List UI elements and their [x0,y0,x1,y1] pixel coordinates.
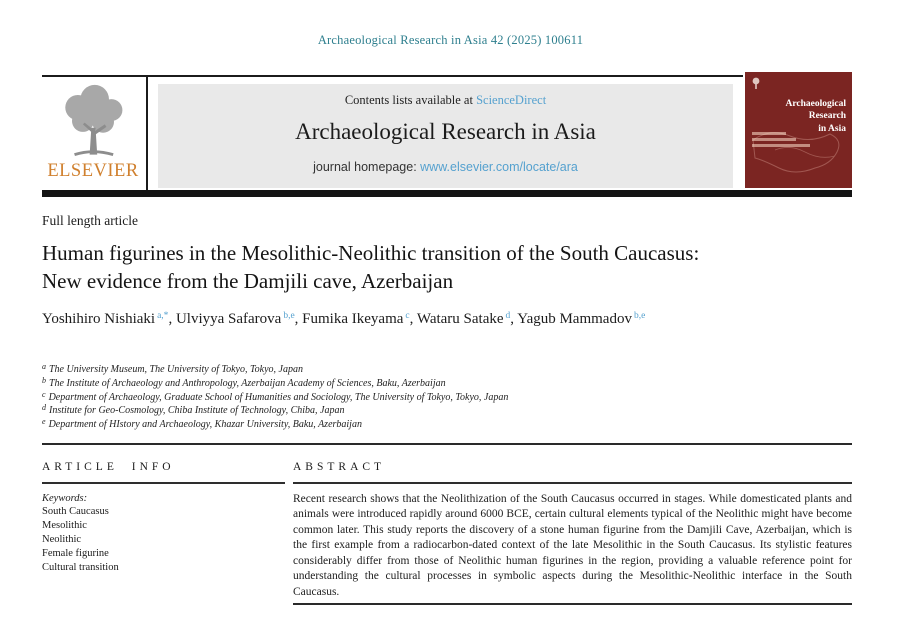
author-name: Yoshihiro Nishiaki [42,311,156,327]
author-sup: d [505,311,511,321]
author-separator: , [409,311,417,327]
affiliation-text: Institute for Geo-Cosmology, Chiba Institute of Technology, Chiba, Japan [49,405,345,417]
cover-editor-line [752,138,796,141]
homepage-link[interactable]: www.elsevier.com/locate/ara [420,160,578,174]
affiliation-sup: c [42,389,46,399]
sciencedirect-link[interactable]: ScienceDirect [476,93,547,107]
affiliation-sup: d [42,403,46,413]
journal-banner [158,84,733,188]
elsevier-wordmark: ELSEVIER [47,161,139,181]
elsevier-tree-icon [42,82,144,160]
keywords-block [42,492,285,575]
keyword-item: Female figurine [42,547,109,559]
homepage-line [158,160,733,174]
author-sup: a,* [157,311,169,321]
elsevier-mini-mark-icon [751,76,761,88]
author [302,311,417,327]
keyword-item: Neolithic [42,534,82,546]
elsevier-logo [42,80,144,190]
abstract-text: Recent research shows that the Neolithization of the South Caucasus occurred in stages. While domesticated plants and animals were introduced rapidly around 6000 BCE, certain cultural elements typical of the Neolithic might have become common later. This study reports the discovery of a stone human figurine from the Damjili Cave, Azerbaijan, which is the first example from a radiocarbon-dated context of the late Mesolithic in the South Caucasus. Its stylistic features considerably differ from those of Neolithic human figurines in the region, providing a valuable reference point for understanding the cultural processes in symbolic aspects during the Mesolithic-Neolithic interface in the South Caucasus. [293,492,852,598]
affiliation-text: The University Museum, The University of Tokyo, Tokyo, Japan [49,364,303,375]
author [517,311,645,327]
author-separator: , [168,311,176,327]
cover-title-line1: Archaeological Research [785,99,846,122]
cover-editor-line [752,132,786,135]
authors-line [42,308,687,331]
author-sup: b,e [633,311,646,321]
contents-line-prefix: Contents lists available at [344,93,477,107]
author-separator: , [294,311,303,327]
abstract-rule [293,482,852,484]
abstract-heading: ABSTRACT [293,461,386,473]
section-divider-rule [42,443,852,445]
affiliations [42,363,802,432]
contents-line [158,93,733,108]
affiliation-sup: e [42,417,46,427]
article-info-rule [42,482,285,484]
cover-title-line2: in Asia [818,123,846,134]
author-name: Yagub Mammadov [517,311,632,327]
affiliation-line [42,391,802,405]
page-citation: Archaeological Research in Asia 42 (2025) 100611 [317,33,584,47]
author [417,311,517,327]
author [42,311,176,327]
cover-editor-line [752,144,810,147]
abstract-section [293,461,852,600]
cover-editor-lines [752,132,810,150]
keyword-item: Mesolithic [42,520,87,532]
affiliation-sup: b [42,375,46,385]
author-sup: c [405,311,410,321]
article-title: Human figurines in the Mesolithic-Neolithic transition of the South Caucasus: New evidence from the Damjili cave, Azerbaijan [42,241,700,293]
article-info-heading: ARTICLE INFO [42,461,175,473]
affiliation-line [42,377,802,391]
banner-vertical-divider [146,77,148,190]
keywords-label: Keywords: [42,492,88,504]
affiliation-line [42,363,802,377]
author-separator: , [510,311,518,327]
author-name: Wataru Satake [416,311,504,327]
affiliation-sup: a [42,362,46,371]
journal-title: Archaeological Research in Asia [295,119,596,144]
affiliation-text: Department of HIstory and Archaeology, Khazar University, Baku, Azerbaijan [48,419,362,431]
author-name: Fumika Ikeyama [302,311,404,327]
affiliation-line [42,404,802,418]
abstract-bottom-rule [293,603,852,605]
affiliation-text: Department of Archaeology, Graduate School of Humanities and Sociology, The University of Tokyo, Tokyo, Japan [48,391,509,403]
journal-cover [745,72,852,188]
author [176,311,302,327]
homepage-prefix: journal homepage: [313,160,421,174]
affiliation-line [42,418,802,432]
article-info-section [42,461,285,575]
cover-title [751,98,846,135]
affiliation-text: The Institute of Archaeology and Anthropology, Azerbaijan Academy of Sciences, Baku, Azerbaijan [49,377,446,389]
banner-bottom-bar [42,190,852,197]
keyword-item: South Caucasus [42,506,109,518]
author-name: Ulviyya Safarova [175,311,282,327]
author-sup: b,e [283,311,295,321]
article-type-label: Full length article [42,213,138,228]
keyword-item: Cultural transition [42,561,119,573]
